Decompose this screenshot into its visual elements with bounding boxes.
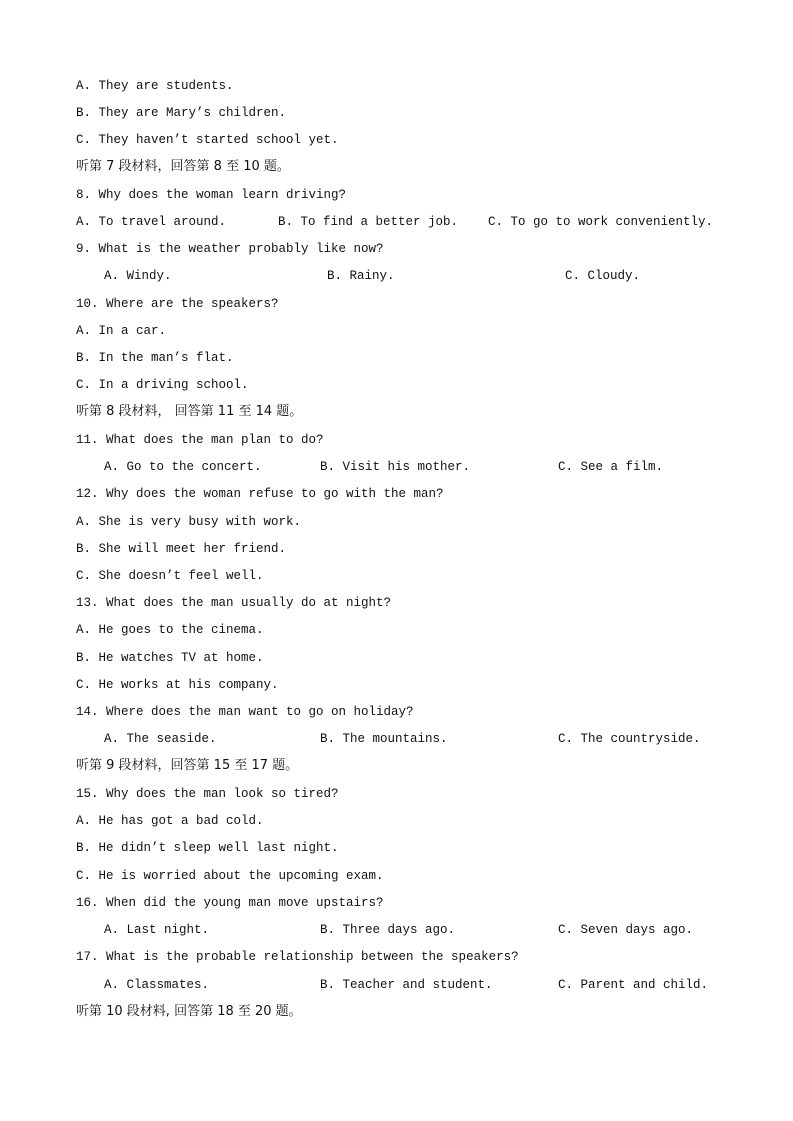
question-text: 17. What is the probable relationship between the speakers? [76, 950, 519, 964]
answer-option: A. He goes to the cinema. [76, 623, 264, 637]
answer-option: B. He watches TV at home. [76, 651, 264, 665]
answer-option: C. They haven’t started school yet. [76, 133, 339, 147]
answer-option: B. Three days ago. [320, 923, 456, 937]
answer-option: B. The mountains. [320, 732, 448, 746]
question-text: 11. What does the man plan to do? [76, 433, 324, 447]
answer-option: B. To find a better job. [278, 215, 459, 229]
answer-option: C. Seven days ago. [558, 923, 694, 937]
question-text: 12. Why does the woman refuse to go with the man? [76, 487, 444, 501]
answer-option: A. Windy. [104, 269, 172, 283]
answer-option: A. Last night. [104, 923, 210, 937]
answer-option: A. To travel around. [76, 215, 227, 229]
answer-option: C. In a driving school. [76, 378, 249, 392]
answer-option: C. He works at his company. [76, 678, 279, 692]
answer-option: A. In a car. [76, 324, 167, 338]
answer-option: A. Go to the concert. [104, 460, 262, 474]
question-text: 16. When did the young man move upstairs? [76, 896, 384, 910]
answer-option: A. She is very busy with work. [76, 515, 302, 529]
answer-option: C. She doesn’t feel well. [76, 569, 264, 583]
answer-option: B. In the man’s flat. [76, 351, 234, 365]
section-heading: 听第 10 段材料, 回答第 18 至 20 题。 [76, 1004, 302, 1019]
answer-option: C. The countryside. [558, 732, 701, 746]
answer-option: A. Classmates. [104, 978, 210, 992]
question-text: 8. Why does the woman learn driving? [76, 188, 347, 202]
answer-option: B. He didn’t sleep well last night. [76, 841, 339, 855]
answer-option: B. They are Mary’s children. [76, 106, 287, 120]
question-text: 13. What does the man usually do at night? [76, 596, 392, 610]
question-text: 10. Where are the speakers? [76, 297, 279, 311]
answer-option: A. He has got a bad cold. [76, 814, 264, 828]
answer-option: C. Parent and child. [558, 978, 709, 992]
answer-option: C. Cloudy. [565, 269, 641, 283]
answer-option: B. Visit his mother. [320, 460, 471, 474]
section-heading: 听第 8 段材料， 回答第 11 至 14 题。 [76, 404, 303, 419]
answer-option: C. See a film. [558, 460, 664, 474]
question-text: 15. Why does the man look so tired? [76, 787, 339, 801]
section-heading: 听第 7 段材料，回答第 8 至 10 题。 [76, 159, 290, 174]
answer-option: A. The seaside. [104, 732, 217, 746]
answer-option: A. They are students. [76, 79, 234, 93]
answer-option: C. To go to work conveniently. [488, 215, 714, 229]
question-text: 14. Where does the man want to go on holiday? [76, 705, 414, 719]
section-heading: 听第 9 段材料，回答第 15 至 17 题。 [76, 758, 299, 773]
answer-option: B. Teacher and student. [320, 978, 493, 992]
question-text: 9. What is the weather probably like now? [76, 242, 384, 256]
answer-option: C. He is worried about the upcoming exam. [76, 869, 384, 883]
answer-option: B. She will meet her friend. [76, 542, 287, 556]
answer-option: B. Rainy. [327, 269, 395, 283]
